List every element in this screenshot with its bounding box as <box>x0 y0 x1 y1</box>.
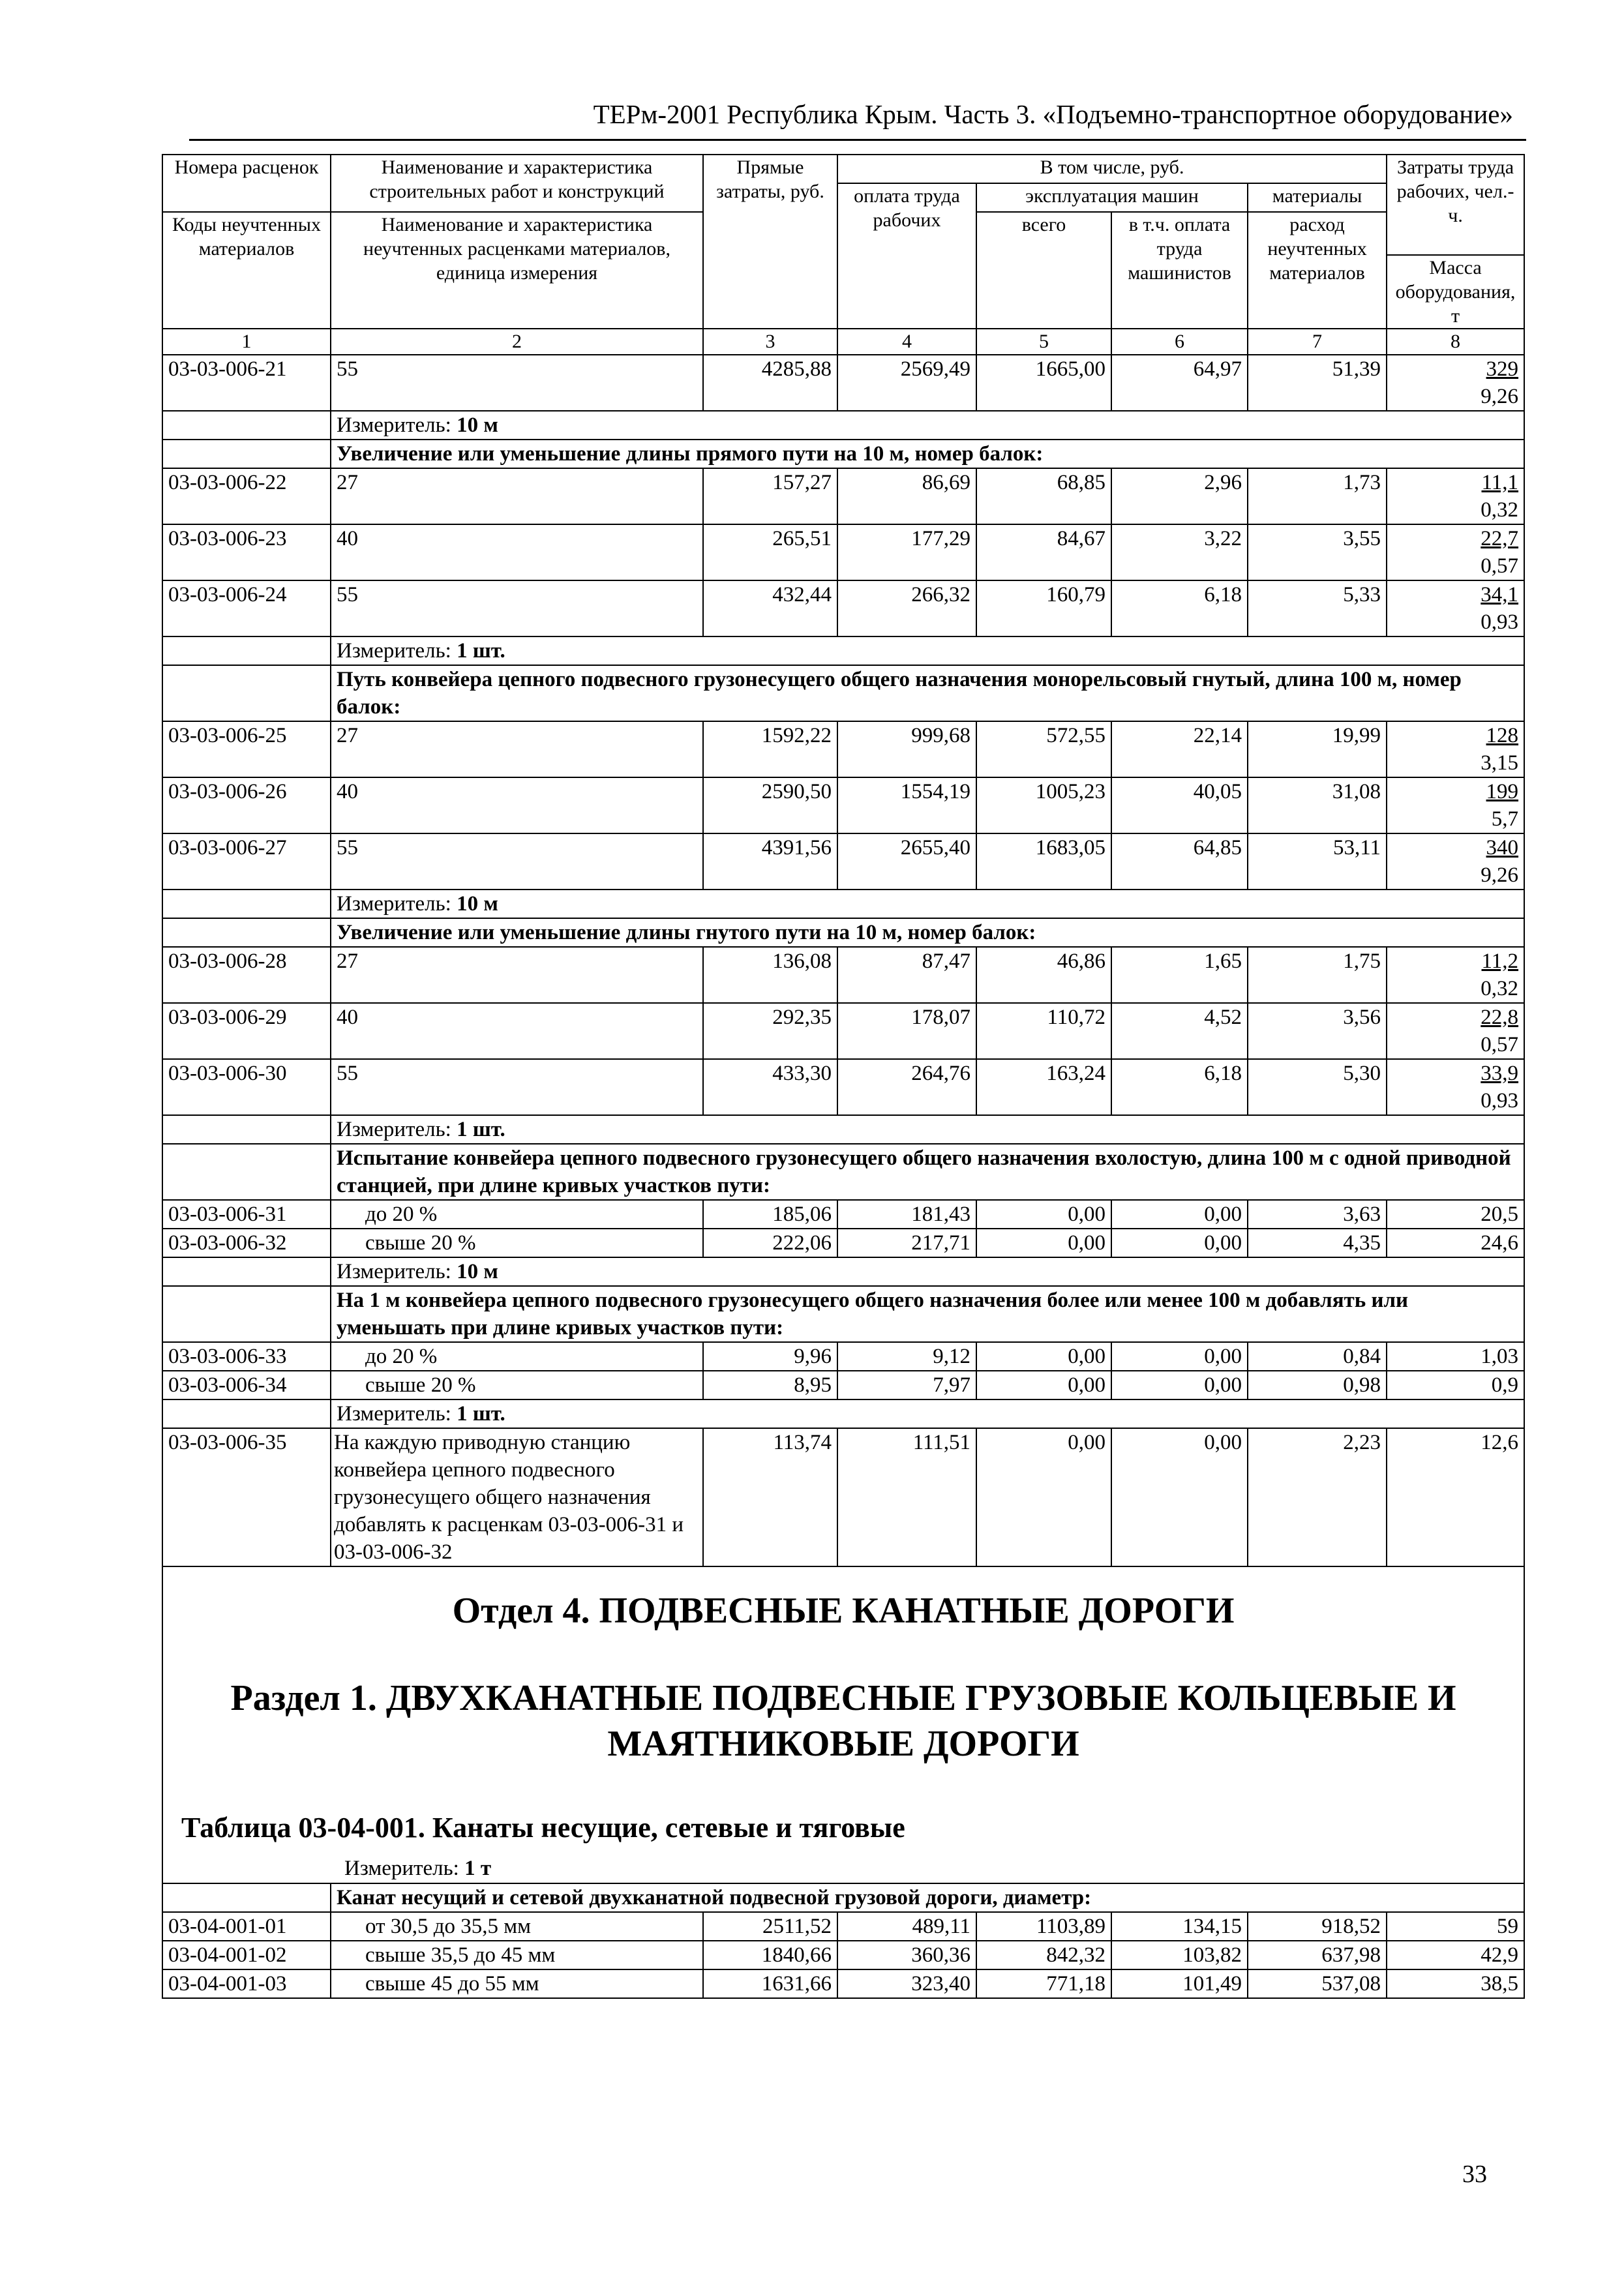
measure-row <box>331 1399 1524 1428</box>
labor-hours: 34,1 <box>1481 583 1519 606</box>
cell-materials: 3,56 <box>1248 1003 1387 1059</box>
equipment-mass: 0,93 <box>1481 1089 1519 1113</box>
spacer-cell <box>162 1115 331 1144</box>
cell-operators: 4,52 <box>1111 1003 1248 1059</box>
cell-direct: 1631,66 <box>703 1969 837 1998</box>
group-heading: Увеличение или уменьшение длины прямого пути на 10 м, номер балок: <box>331 440 1524 468</box>
cell-materials: 3,63 <box>1248 1200 1387 1229</box>
table-row <box>162 1200 1524 1229</box>
table-row <box>162 468 1524 524</box>
table-row <box>162 355 1524 411</box>
table-row <box>162 947 1524 1003</box>
measure-label: Измеритель: <box>344 1857 465 1880</box>
cell-operators: 2,96 <box>1111 468 1248 524</box>
cell-materials: 53,11 <box>1248 833 1387 890</box>
spacer-cell <box>162 1883 331 1912</box>
head-col3: Прямые затраты, руб. <box>703 155 837 329</box>
cell-labor-mass <box>1387 468 1524 524</box>
cell-direct: 292,35 <box>703 1003 837 1059</box>
cell-direct: 4285,88 <box>703 355 837 411</box>
head-materials: материалы <box>1248 183 1387 212</box>
rate-name: 27 <box>331 468 703 524</box>
cell-labor-hours: 59 <box>1387 1912 1524 1941</box>
equipment-mass: 0,57 <box>1481 554 1519 578</box>
table-row <box>162 1342 1524 1371</box>
head-col1-bottom: Коды неучтенных материалов <box>162 212 331 329</box>
cell-direct: 1592,22 <box>703 721 837 777</box>
labor-hours: 329 <box>1486 357 1519 381</box>
rate-name: 55 <box>331 580 703 636</box>
cell-machines: 160,79 <box>976 580 1111 636</box>
rate-name: 55 <box>331 833 703 890</box>
cell-operators: 0,00 <box>1111 1200 1248 1229</box>
rate-name: 27 <box>331 947 703 1003</box>
cell-labor-mass <box>1387 1059 1524 1115</box>
labor-hours: 11,1 <box>1481 471 1519 494</box>
header-rule <box>189 139 1526 141</box>
page-number: 33 <box>1462 2161 1487 2188</box>
labor-hours: 33,9 <box>1481 1062 1519 1085</box>
cell-machines: 163,24 <box>976 1059 1111 1115</box>
spacer-cell <box>162 1257 331 1286</box>
cell-operators: 0,00 <box>1111 1229 1248 1257</box>
equipment-mass: 3,15 <box>1481 751 1519 775</box>
labor-hours: 199 <box>1486 780 1519 803</box>
spacer-cell <box>162 665 331 721</box>
cell-direct: 9,96 <box>703 1342 837 1371</box>
rate-code: 03-03-006-24 <box>162 580 331 636</box>
table-row <box>162 1059 1524 1115</box>
cell-direct: 432,44 <box>703 580 837 636</box>
rate-name: свыше 20 % <box>331 1229 703 1257</box>
rate-code: 03-03-006-25 <box>162 721 331 777</box>
measure-label: Измеритель: <box>337 1118 457 1141</box>
labor-hours: 22,7 <box>1481 527 1519 550</box>
cell-labor-hours: 20,5 <box>1387 1200 1524 1229</box>
equipment-mass: 9,26 <box>1481 385 1519 408</box>
cell-materials: 537,08 <box>1248 1969 1387 1998</box>
cell-direct: 136,08 <box>703 947 837 1003</box>
cell-direct: 222,06 <box>703 1229 837 1257</box>
equipment-mass: 5,7 <box>1491 807 1519 831</box>
cell-machines: 0,00 <box>976 1428 1111 1566</box>
equipment-mass: 0,93 <box>1481 610 1519 634</box>
cell-operators: 22,14 <box>1111 721 1248 777</box>
cell-direct: 8,95 <box>703 1371 837 1399</box>
cell-machines: 68,85 <box>976 468 1111 524</box>
rate-code: 03-04-001-03 <box>162 1969 331 1998</box>
cell-labor-hours: 42,9 <box>1387 1941 1524 1969</box>
cell-labor: 264,76 <box>837 1059 976 1115</box>
col-num: 3 <box>703 329 837 355</box>
measure-label: Измеритель: <box>337 1402 457 1426</box>
table-row <box>162 721 1524 777</box>
cell-materials: 3,55 <box>1248 524 1387 580</box>
cell-operators: 40,05 <box>1111 777 1248 833</box>
rate-code: 03-03-006-34 <box>162 1371 331 1399</box>
rate-code: 03-03-006-31 <box>162 1200 331 1229</box>
rate-name: 40 <box>331 524 703 580</box>
table-row <box>162 777 1524 833</box>
measure-value: 1 т <box>464 1857 492 1880</box>
spacer-cell <box>162 411 331 440</box>
cell-direct: 265,51 <box>703 524 837 580</box>
head-group: В том числе, руб. <box>837 155 1387 183</box>
cell-operators: 64,97 <box>1111 355 1248 411</box>
cell-labor-hours: 1,03 <box>1387 1342 1524 1371</box>
spacer-cell <box>162 1144 331 1200</box>
cell-machines: 0,00 <box>976 1200 1111 1229</box>
spacer-cell <box>162 1286 331 1342</box>
rate-name: 40 <box>331 1003 703 1059</box>
rate-code: 03-03-006-27 <box>162 833 331 890</box>
rate-name: 55 <box>331 355 703 411</box>
col-num: 6 <box>1111 329 1248 355</box>
measure-row <box>331 1257 1524 1286</box>
cell-direct: 433,30 <box>703 1059 837 1115</box>
head-col7: расход неучтенных материалов <box>1248 212 1387 329</box>
cell-machines: 771,18 <box>976 1969 1111 1998</box>
cell-operators: 64,85 <box>1111 833 1248 890</box>
cell-labor-hours: 12,6 <box>1387 1428 1524 1566</box>
cell-labor: 489,11 <box>837 1912 976 1941</box>
cell-machines: 1103,89 <box>976 1912 1111 1941</box>
rate-name: свыше 45 до 55 мм <box>331 1969 703 1998</box>
cell-operators: 0,00 <box>1111 1342 1248 1371</box>
rate-code: 03-03-006-32 <box>162 1229 331 1257</box>
cell-labor-mass <box>1387 1003 1524 1059</box>
col-num: 1 <box>162 329 331 355</box>
rate-code: 03-03-006-33 <box>162 1342 331 1371</box>
cell-materials: 2,23 <box>1248 1428 1387 1566</box>
rate-name: до 20 % <box>331 1200 703 1229</box>
cell-labor-mass <box>1387 721 1524 777</box>
measure-value: 1 шт. <box>457 1118 505 1141</box>
col-num: 7 <box>1248 329 1387 355</box>
table-row <box>162 524 1524 580</box>
cell-direct: 157,27 <box>703 468 837 524</box>
cell-operators: 0,00 <box>1111 1428 1248 1566</box>
spacer-cell <box>162 918 331 947</box>
cell-operators: 103,82 <box>1111 1941 1248 1969</box>
col-num: 8 <box>1387 329 1524 355</box>
measure-value: 10 м <box>457 413 498 437</box>
rate-code: 03-03-006-22 <box>162 468 331 524</box>
head-col8-top: Затраты труда рабочих, чел.-ч. <box>1387 155 1524 255</box>
head-col2-bottom: Наименование и характеристика неучтенных расценками материалов, единица измерения <box>331 212 703 329</box>
group-heading: Увеличение или уменьшение длины гнутого пути на 10 м, номер балок: <box>331 918 1524 947</box>
cell-labor: 87,47 <box>837 947 976 1003</box>
table-title: Таблица 03-04-001. Канаты несущие, сетевые и тяговые <box>181 1812 905 1844</box>
table-row <box>162 580 1524 636</box>
cell-operators: 101,49 <box>1111 1969 1248 1998</box>
measure-label: Измеритель: <box>337 1260 457 1283</box>
cell-machines: 1005,23 <box>976 777 1111 833</box>
rate-code: 03-03-006-21 <box>162 355 331 411</box>
cell-labor: 999,68 <box>837 721 976 777</box>
cell-materials: 918,52 <box>1248 1912 1387 1941</box>
rate-name: от 30,5 до 35,5 мм <box>331 1912 703 1941</box>
measure-value: 10 м <box>457 1260 498 1283</box>
spacer-cell <box>162 890 331 918</box>
rate-code: 03-04-001-02 <box>162 1941 331 1969</box>
cell-machines: 110,72 <box>976 1003 1111 1059</box>
cell-machines: 1665,00 <box>976 355 1111 411</box>
spacer-cell <box>162 440 331 468</box>
table-measure <box>168 1854 1518 1883</box>
cell-labor: 7,97 <box>837 1371 976 1399</box>
table-row <box>162 1912 1524 1941</box>
measure-label: Измеритель: <box>337 892 457 916</box>
measure-value: 10 м <box>457 892 498 916</box>
cell-labor: 323,40 <box>837 1969 976 1998</box>
measure-value: 1 шт. <box>457 639 505 663</box>
page-header <box>189 95 1526 141</box>
measure-row <box>331 411 1524 440</box>
subsection-heading: Раздел 1. ДВУХКАНАТНЫЕ ПОДВЕСНЫЕ ГРУЗОВЫЕ КОЛЬЦЕВЫЕ И МАЯТНИКОВЫЕ ДОРОГИ <box>230 1678 1456 1764</box>
cell-labor: 2569,49 <box>837 355 976 411</box>
cell-machines: 0,00 <box>976 1229 1111 1257</box>
rate-name: свыше 20 % <box>331 1371 703 1399</box>
labor-hours: 340 <box>1486 836 1519 860</box>
table-row <box>162 833 1524 890</box>
cell-operators: 1,65 <box>1111 947 1248 1003</box>
cell-labor-hours: 24,6 <box>1387 1229 1524 1257</box>
rate-name: 27 <box>331 721 703 777</box>
spacer-cell <box>162 636 331 665</box>
cell-labor: 178,07 <box>837 1003 976 1059</box>
cell-labor: 217,71 <box>837 1229 976 1257</box>
cell-labor: 9,12 <box>837 1342 976 1371</box>
cell-materials: 0,84 <box>1248 1342 1387 1371</box>
rate-name: На каждую приводную станцию конвейера цепного подвесного грузонесущего общего назначения добавлять к расценкам 03-03-006-31 и 03-03-006-32 <box>331 1428 703 1566</box>
table-row <box>162 1229 1524 1257</box>
cell-machines: 0,00 <box>976 1342 1111 1371</box>
measure-value: 1 шт. <box>457 1402 505 1426</box>
cell-materials: 637,98 <box>1248 1941 1387 1969</box>
labor-hours: 128 <box>1486 724 1519 747</box>
cell-direct: 4391,56 <box>703 833 837 890</box>
cell-direct: 113,74 <box>703 1428 837 1566</box>
cell-materials: 1,75 <box>1248 947 1387 1003</box>
cell-direct: 2511,52 <box>703 1912 837 1941</box>
cell-labor: 360,36 <box>837 1941 976 1969</box>
rate-code: 03-03-006-26 <box>162 777 331 833</box>
cell-materials: 5,33 <box>1248 580 1387 636</box>
head-col4: оплата труда рабочих <box>837 183 976 329</box>
rate-code: 03-03-006-23 <box>162 524 331 580</box>
table-row <box>162 1371 1524 1399</box>
cell-materials: 1,73 <box>1248 468 1387 524</box>
cell-materials: 5,30 <box>1248 1059 1387 1115</box>
cell-machines: 842,32 <box>976 1941 1111 1969</box>
rate-code: 03-03-006-29 <box>162 1003 331 1059</box>
cell-machines: 46,86 <box>976 947 1111 1003</box>
spacer-cell <box>162 1399 331 1428</box>
head-col1-top: Номера расценок <box>162 155 331 212</box>
cell-labor-hours: 38,5 <box>1387 1969 1524 1998</box>
measure-row <box>331 636 1524 665</box>
equipment-mass: 9,26 <box>1481 863 1519 887</box>
rate-code: 03-03-006-28 <box>162 947 331 1003</box>
cell-machines: 0,00 <box>976 1371 1111 1399</box>
rate-code: 03-04-001-01 <box>162 1912 331 1941</box>
group-heading: На 1 м конвейера цепного подвесного грузонесущего общего назначения более или менее 100 м добавлять или уменьшать при длине кривых участков пути: <box>331 1286 1524 1342</box>
head-col5: всего <box>976 212 1111 329</box>
cell-labor: 2655,40 <box>837 833 976 890</box>
head-machines: эксплуатация машин <box>976 183 1248 212</box>
rate-code: 03-03-006-30 <box>162 1059 331 1115</box>
equipment-mass: 0,57 <box>1481 1033 1519 1056</box>
labor-hours: 11,2 <box>1481 950 1519 973</box>
cell-materials: 51,39 <box>1248 355 1387 411</box>
group-heading: Испытание конвейера цепного подвесного грузонесущего общего назначения вхолостую, длина 100 м с одной приводной станцией, при длине кривых участков пути: <box>331 1144 1524 1200</box>
table-row <box>162 1428 1524 1566</box>
table-row <box>162 1969 1524 1998</box>
equipment-mass: 0,32 <box>1481 977 1519 1000</box>
cell-labor: 1554,19 <box>837 777 976 833</box>
col-num: 5 <box>976 329 1111 355</box>
group-heading: Путь конвейера цепного подвесного грузонесущего общего назначения монорельсовый гнутый, длина 100 м, номер балок: <box>331 665 1524 721</box>
col-num: 4 <box>837 329 976 355</box>
cell-machines: 84,67 <box>976 524 1111 580</box>
head-col2-top: Наименование и характеристика строительных работ и конструкций <box>331 155 703 212</box>
head-col8-bottom: Масса оборудования, т <box>1387 255 1524 329</box>
cell-operators: 0,00 <box>1111 1371 1248 1399</box>
cell-operators: 134,15 <box>1111 1912 1248 1941</box>
cell-operators: 6,18 <box>1111 580 1248 636</box>
cell-labor: 266,32 <box>837 580 976 636</box>
cell-labor-mass <box>1387 777 1524 833</box>
group-heading: Канат несущий и сетевой двухканатной подвесной грузовой дороги, диаметр: <box>331 1883 1524 1912</box>
cell-labor-mass <box>1387 833 1524 890</box>
table-row <box>162 1941 1524 1969</box>
header-title: ТЕРм-2001 Республика Крым. Часть 3. «Подъемно-транспортное оборудование» <box>593 99 1513 129</box>
labor-hours: 22,8 <box>1481 1006 1519 1029</box>
measure-label: Измеритель: <box>337 639 457 663</box>
cell-materials: 0,98 <box>1248 1371 1387 1399</box>
cell-materials: 19,99 <box>1248 721 1387 777</box>
rate-name: 40 <box>331 777 703 833</box>
cell-direct: 2590,50 <box>703 777 837 833</box>
cell-direct: 185,06 <box>703 1200 837 1229</box>
measure-label: Измеритель: <box>337 413 457 437</box>
cell-operators: 3,22 <box>1111 524 1248 580</box>
measure-row <box>331 890 1524 918</box>
cell-labor-mass <box>1387 355 1524 411</box>
equipment-mass: 0,32 <box>1481 498 1519 522</box>
rate-code: 03-03-006-35 <box>162 1428 331 1566</box>
head-col6: в т.ч. оплата труда машинистов <box>1111 212 1248 329</box>
col-num: 2 <box>331 329 703 355</box>
cell-labor-mass <box>1387 580 1524 636</box>
cell-labor: 111,51 <box>837 1428 976 1566</box>
rate-name: до 20 % <box>331 1342 703 1371</box>
section-block <box>162 1566 1524 1883</box>
table-row <box>162 1003 1524 1059</box>
cell-machines: 572,55 <box>976 721 1111 777</box>
section-heading: Отдел 4. ПОДВЕСНЫЕ КАНАТНЫЕ ДОРОГИ <box>452 1591 1235 1631</box>
cell-labor: 177,29 <box>837 524 976 580</box>
cell-labor-mass <box>1387 947 1524 1003</box>
cell-machines: 1683,05 <box>976 833 1111 890</box>
rate-name: 55 <box>331 1059 703 1115</box>
measure-row <box>331 1115 1524 1144</box>
cell-materials: 31,08 <box>1248 777 1387 833</box>
cell-labor: 181,43 <box>837 1200 976 1229</box>
cell-materials: 4,35 <box>1248 1229 1387 1257</box>
cell-labor-hours: 0,9 <box>1387 1371 1524 1399</box>
cell-direct: 1840,66 <box>703 1941 837 1969</box>
cell-operators: 6,18 <box>1111 1059 1248 1115</box>
cell-labor: 86,69 <box>837 468 976 524</box>
cell-labor-mass <box>1387 524 1524 580</box>
rates-table <box>162 154 1525 1999</box>
rate-name: свыше 35,5 до 45 мм <box>331 1941 703 1969</box>
